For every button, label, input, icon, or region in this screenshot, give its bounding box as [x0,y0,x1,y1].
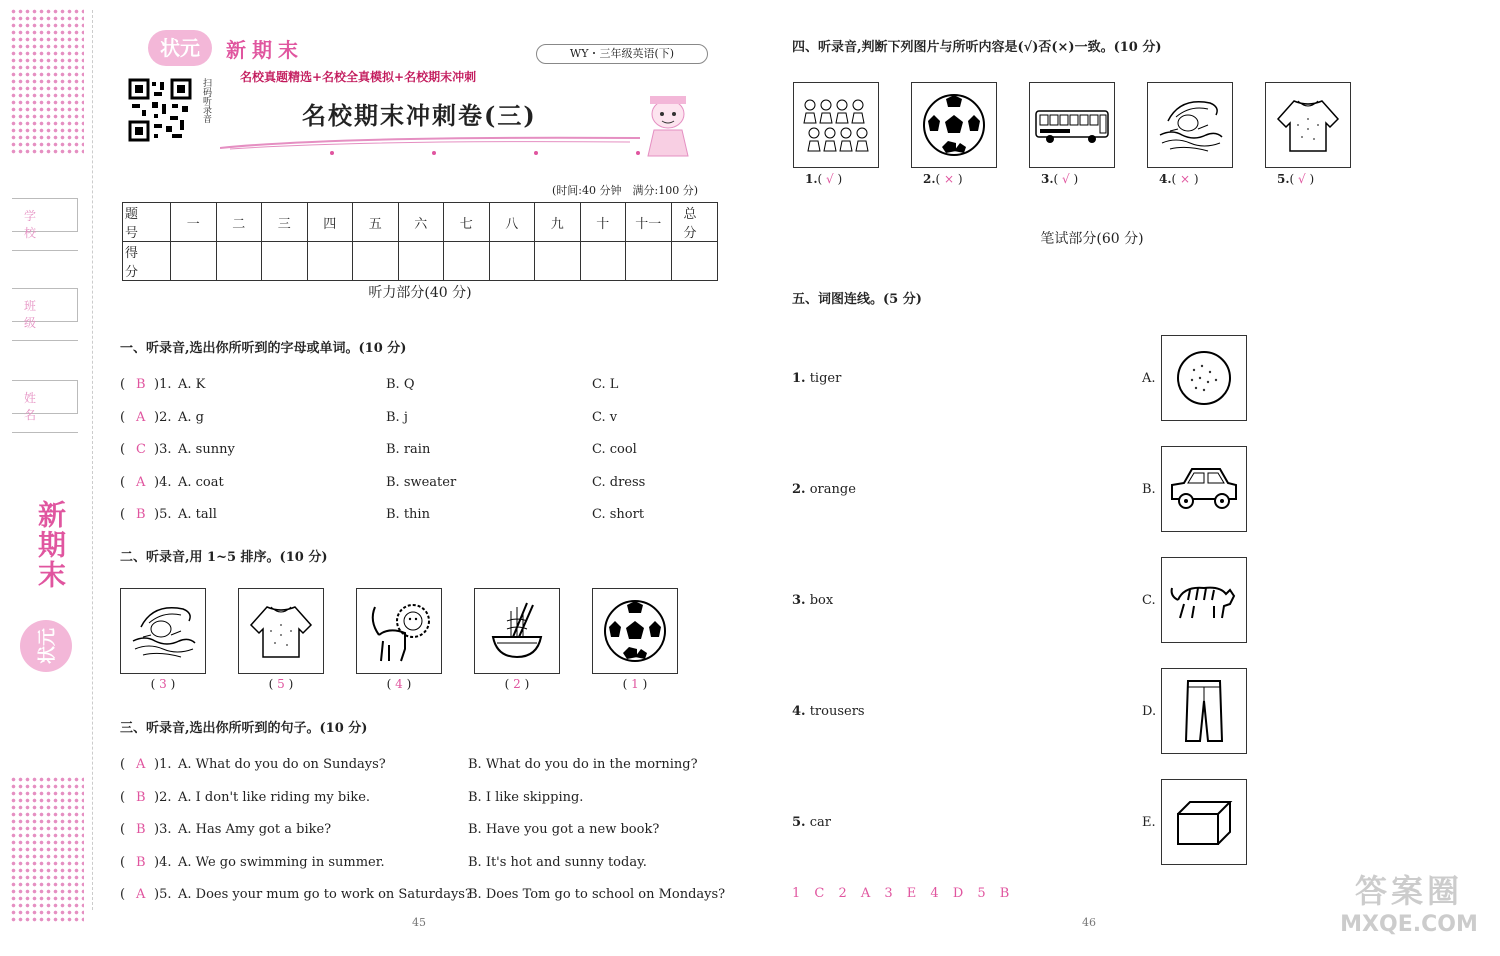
answer-bracket[interactable]: ( [120,474,126,490]
answer-bracket[interactable]: ( [120,887,126,902]
answer-bracket[interactable]: ( [120,507,126,522]
option-b: B. I like skipping. [468,789,584,805]
qr-code-icon[interactable] [128,78,192,142]
listening-title: 听力部分(40 分) [368,285,472,301]
bracket-close: ) [166,677,176,691]
option-c: C. L [592,377,619,392]
score-table-score-row [123,242,718,281]
option-a: A. I don't like riding my bike. [178,789,371,805]
question-number: 1. [805,172,818,186]
score-input-cell[interactable] [535,242,581,281]
order-answer[interactable] [610,677,660,691]
orange-icon[interactable] [1161,335,1247,421]
score-table [122,202,726,281]
answer-bracket[interactable]: ( [120,822,126,837]
option-b: B. thin [386,507,430,522]
sec3-heading: 三、听录音,选出你所听到的句子。(10 分) [120,721,368,736]
grade-badge: WY・三年级英语(下) [536,44,708,64]
question-number: )3. [154,442,172,457]
answer-mark: A [136,409,146,425]
score-cell: 二 [216,203,262,242]
question-number: )5. [154,887,172,902]
order-answer[interactable] [492,677,542,691]
score-input-cell[interactable] [262,242,308,281]
answer-mark: 2 [513,677,521,691]
football-icon [911,82,997,168]
bracket-close: ) [1190,172,1199,186]
score-input-cell[interactable] [398,242,444,281]
word-number: 5. [792,815,806,830]
sweater-icon [238,588,324,674]
sec5-answer-line: 1 C 2 A 3 E 4 D 5 B [792,886,1010,901]
question-number: )3. [154,822,172,837]
word-number: 2. [792,482,806,497]
score-cell: 十一 [626,203,672,242]
bracket-open: ( [268,677,278,691]
option-a: A. What do you do on Sundays? [178,757,386,772]
option-c: C. short [592,507,645,522]
bracket-open: ( [150,677,160,691]
sec1-item [120,507,720,527]
score-cell: 六 [398,203,444,242]
sec3-item [120,822,740,842]
bus-icon [1029,82,1115,168]
option-b: B. Does Tom go to school on Mondays? [468,887,726,902]
option-b: B. It's hot and sunny today. [468,854,647,870]
score-input-cell[interactable] [307,242,353,281]
option-b: B. rain [386,442,431,457]
option-a: A. We go swimming in summer. [178,854,385,870]
answer-mark: 1 [631,677,639,691]
question-number: )1. [154,377,172,392]
score-cell: 五 [353,203,399,242]
order-answer[interactable] [256,677,306,691]
judge-answer[interactable] [1159,172,1239,186]
sec1-item [120,410,720,430]
option-a: A. coat [178,474,224,490]
sweater-icon [1265,82,1351,168]
title-dots [330,150,650,156]
answer-mark: B [136,377,146,392]
option-c: C. dress [592,474,646,490]
name-field[interactable]: 姓 名 [12,380,78,414]
word-text: trousers [805,704,865,719]
box-icon[interactable] [1161,779,1247,865]
option-b: B. What do you do in the morning? [468,757,698,772]
time-info: (时间:40 分钟 满分:100 分) [552,184,698,197]
fisherman-icon [1147,82,1233,168]
score-table-header-row [123,203,718,242]
question-number: 5. [1277,172,1290,186]
writing-title: 笔试部分(60 分) [1040,231,1144,247]
score-cell: 十 [580,203,626,242]
judge-answer[interactable] [805,172,885,186]
answer-mark: √ [1298,172,1306,186]
score-input-cell[interactable] [171,242,217,281]
bracket-open: ( [386,677,396,691]
question-number: )1. [154,757,172,772]
answer-mark: C [136,442,146,457]
answer-mark: A [136,757,146,772]
match-word[interactable] [792,815,831,830]
match-letter: D. [1142,704,1157,719]
match-letter: E. [1142,815,1156,830]
option-c: C. cool [592,442,637,457]
sec3-item [120,757,740,777]
answer-mark: 3 [159,677,167,691]
word-text: tiger [805,371,842,386]
question-number: )4. [154,474,172,490]
answer-mark: × [1180,172,1191,186]
mascot-icon [640,90,696,158]
match-letter: C. [1142,593,1156,608]
bracket-close: ) [520,677,530,691]
tiger-icon[interactable] [1161,557,1247,643]
sidebar-dot-pattern-top [10,8,84,154]
sidebar-brand: 新期末 [34,500,67,590]
answer-mark: √ [826,172,834,186]
score-input-cell[interactable] [671,242,717,281]
binding-line [92,10,93,910]
answer-bracket[interactable]: ( [120,757,126,772]
answer-bracket[interactable]: ( [120,854,126,870]
sec1-item [120,442,720,462]
score-input-cell[interactable] [626,242,672,281]
bracket-close: ) [1305,172,1315,186]
sidebar-dot-pattern-bottom [10,776,84,922]
answer-mark: 4 [395,677,403,691]
trousers-icon[interactable] [1161,668,1247,754]
fisherman-icon [120,588,206,674]
score-cell: 三 [262,203,308,242]
sec2-heading: 二、听录音,用 1~5 排序。(10 分) [120,550,328,565]
question-number: )2. [154,409,172,425]
sec3-item [120,855,740,875]
option-a: A. Does your mum go to work on Saturdays? [178,887,472,902]
match-word[interactable] [792,482,856,497]
score-row-label: 得 分 [123,242,171,281]
sec1-item [120,377,720,397]
sec1-item [120,475,720,495]
score-cell: 七 [444,203,490,242]
bracket-open: ( [935,172,945,186]
noodles-icon [474,588,560,674]
score-cell: 四 [307,203,353,242]
title-underline [220,134,640,150]
bracket-open: ( [1053,172,1063,186]
lion-icon [356,588,442,674]
question-number: 4. [1159,172,1172,186]
score-cell: 八 [489,203,535,242]
brand-name: 新期末 [226,38,304,62]
football-icon [592,588,678,674]
sec4-heading: 四、听录音,判断下列图片与所听内容是(√)否(×)一致。(10 分) [792,40,1162,55]
match-word[interactable] [792,593,833,608]
answer-mark: B [136,854,146,870]
bracket-close: ) [638,677,648,691]
option-a: A. K [178,377,206,392]
answer-bracket[interactable]: ( [120,377,126,392]
score-cell: 九 [535,203,581,242]
option-b: B. j [386,409,408,425]
judge-answer[interactable] [1041,172,1121,186]
brand-logo: 状元 [148,30,212,66]
question-number: )5. [154,507,172,522]
tagline: 名校真题精选+名校全真模拟+名校期末冲刺 [240,70,477,84]
word-number: 3. [792,593,806,608]
class-field-line [12,340,78,341]
bracket-open: ( [622,677,632,691]
score-input-cell[interactable] [216,242,262,281]
sec5-heading: 五、词图连线。(5 分) [792,292,922,307]
car-icon[interactable] [1161,446,1247,532]
option-b: B. Have you got a new book? [468,822,660,837]
watermark-bottom: MXQE.COM [1340,912,1478,937]
answer-mark: A [136,887,146,902]
answer-bracket[interactable]: ( [120,789,126,805]
option-c: C. v [592,409,618,425]
word-text: box [805,593,834,608]
bracket-close: ) [954,172,963,186]
bracket-close: ) [833,172,843,186]
sec3-item [120,887,740,907]
school-field-line [12,250,78,251]
page-number-right: 46 [1082,916,1096,929]
bracket-open: ( [1171,172,1181,186]
answer-mark: × [944,172,955,186]
question-number: )2. [154,789,172,805]
order-answer[interactable] [138,677,188,691]
sec3-item [120,790,740,810]
bracket-open: ( [1289,172,1299,186]
word-number: 4. [792,704,806,719]
bracket-close: ) [1069,172,1079,186]
match-letter: A. [1142,371,1156,386]
qr-caption: 扫码听录音 [201,78,211,123]
score-cell: 题 号 [123,203,171,242]
word-text: car [805,815,831,830]
match-word[interactable] [792,371,841,386]
answer-mark: √ [1062,172,1070,186]
answer-bracket[interactable]: ( [120,409,126,425]
question-number: 3. [1041,172,1054,186]
children-icon [793,82,879,168]
judge-answer[interactable] [923,172,1003,186]
option-a: A. tall [178,507,217,522]
name-field-line [12,432,78,433]
match-letter: B. [1142,482,1156,497]
sec1-heading: 一、听录音,选出你所听到的字母或单词。(10 分) [120,341,407,356]
answer-mark: A [136,474,146,490]
score-input-cell[interactable] [353,242,399,281]
bracket-close: ) [402,677,412,691]
score-input-cell[interactable] [489,242,535,281]
option-a: A. Has Amy got a bike? [178,822,332,837]
question-number: 2. [923,172,936,186]
bracket-close: ) [284,677,294,691]
school-field[interactable]: 学 校 [12,198,78,232]
score-input-cell[interactable] [444,242,490,281]
watermark-top: 答案圈 [1354,872,1463,910]
question-number: )4. [154,854,172,870]
sidebar-logo: 状元 [20,620,72,672]
paper-title: 名校期末冲刺卷(三) [302,101,537,130]
match-word[interactable] [792,704,865,719]
class-field[interactable]: 班 级 [12,288,78,322]
option-a: A. sunny [178,442,235,457]
score-cell: 一 [171,203,217,242]
bracket-open: ( [504,677,514,691]
order-answer[interactable] [374,677,424,691]
answer-mark: B [136,822,146,837]
option-b: B. Q [386,377,415,392]
bracket-open: ( [817,172,827,186]
word-number: 1. [792,371,806,386]
watermark [1326,866,1492,950]
judge-answer[interactable] [1277,172,1357,186]
answer-mark: 5 [277,677,285,691]
option-a: A. g [178,409,204,425]
option-b: B. sweater [386,474,457,490]
answer-bracket[interactable]: ( [120,442,126,457]
score-cell: 总 分 [671,203,717,242]
answer-mark: B [136,507,146,522]
page-number-left: 45 [412,916,426,929]
word-text: orange [805,482,856,497]
answer-mark: B [136,789,146,805]
score-input-cell[interactable] [580,242,626,281]
